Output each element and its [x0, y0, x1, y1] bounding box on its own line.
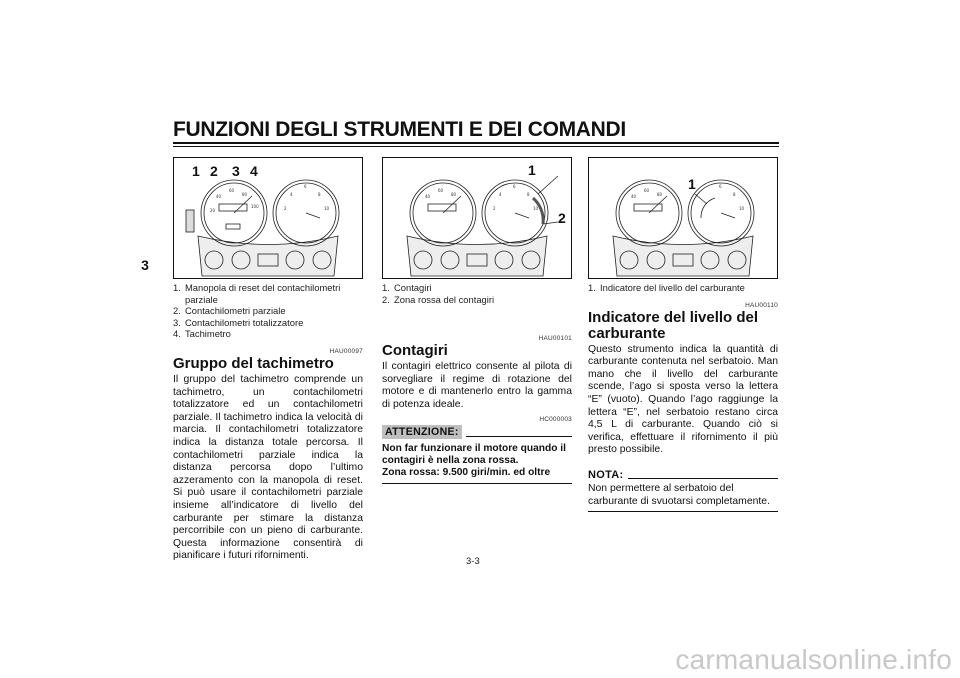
caution-code: HC000003	[539, 415, 572, 423]
title-rule-thin	[173, 146, 779, 147]
callout-4: 4	[250, 163, 258, 179]
callout-1: 1	[192, 163, 200, 179]
watermark: carmanualsonline.info	[675, 644, 952, 675]
column-tachometer	[382, 157, 572, 484]
figure-legend	[173, 282, 363, 340]
caution-end-rule	[382, 483, 572, 484]
figure-legend	[382, 282, 572, 305]
section-heading: Contagiri	[382, 342, 448, 360]
figure-legend	[588, 282, 778, 294]
svg-text:40: 40	[216, 194, 222, 199]
title-rule	[173, 142, 779, 144]
figure-instrument-cluster-2	[382, 157, 572, 279]
svg-text:4: 4	[499, 192, 502, 197]
figure-instrument-cluster-1	[173, 157, 363, 279]
legend-item: 2. Zona rossa del contagiri	[382, 293, 495, 305]
caution-header	[382, 425, 572, 439]
svg-text:4: 4	[290, 192, 293, 197]
svg-text:80: 80	[657, 192, 663, 197]
svg-text:8: 8	[318, 192, 321, 197]
svg-text:60: 60	[438, 188, 444, 193]
page-title: FUNZIONI DEGLI STRUMENTI E DEI COMANDI	[173, 118, 626, 141]
instrument-cluster-drawing	[589, 158, 777, 278]
section-heading: Indicatore del livello del carburante	[588, 308, 759, 342]
note-rule	[628, 478, 778, 479]
note-header	[588, 469, 778, 481]
section-code: HAU00110	[745, 301, 778, 309]
svg-text:100: 100	[251, 204, 259, 209]
svg-text:8: 8	[733, 192, 736, 197]
svg-text:40: 40	[631, 194, 637, 199]
caution-label: ATTENZIONE:	[382, 425, 462, 439]
legend-item: 1. Manopola di reset del contachilometri parziale	[173, 282, 341, 305]
svg-text:10: 10	[533, 206, 539, 211]
svg-text:80: 80	[451, 192, 457, 197]
callout-1: 1	[528, 162, 536, 178]
svg-text:6: 6	[304, 184, 307, 189]
svg-text:60: 60	[229, 188, 235, 193]
svg-text:6: 6	[513, 184, 516, 189]
svg-text:40: 40	[425, 194, 431, 199]
page-number: 3-3	[466, 556, 480, 567]
column-fuel-gauge	[588, 157, 778, 512]
instrument-cluster-drawing	[174, 158, 362, 278]
svg-text:20: 20	[210, 208, 216, 213]
svg-text:10: 10	[739, 206, 745, 211]
callout-1: 1	[688, 176, 696, 192]
instrument-cluster-drawing	[383, 158, 571, 278]
section-code: HAU00101	[538, 335, 572, 343]
svg-text:2: 2	[284, 206, 287, 211]
column-speedometer	[173, 157, 363, 563]
caution-text: Non far funzionare il motore quando il contagiri è nella zona rossa. Zona rossa: 9.500 giri/min. ed oltre	[382, 442, 566, 479]
note-text: Non permettere al serbatoio del carburante di svuotarsi completamente.	[588, 482, 770, 507]
svg-text:8: 8	[527, 192, 530, 197]
section-heading: Gruppo del tachimetro	[173, 354, 334, 372]
legend-item: 1. Indicatore del livello del carburante	[588, 282, 745, 293]
section-code: HAU00097	[329, 347, 363, 355]
legend-item: 4. Tachimetro	[173, 328, 231, 340]
svg-text:80: 80	[242, 192, 248, 197]
legend-item: 3. Contachilometri totalizzatore	[173, 316, 304, 328]
svg-text:10: 10	[324, 206, 330, 211]
figure-instrument-cluster-3	[588, 157, 778, 279]
callout-2: 2	[558, 210, 566, 226]
callout-2: 2	[210, 163, 218, 179]
svg-text:6: 6	[719, 184, 722, 189]
svg-text:2: 2	[493, 206, 496, 211]
section-body: Il gruppo del tachimetro comprende un tachimetro, un contachilometri totalizzatore ed un contachilometri parziale. Il tachimetro indica la velocità di marcia. Il contachilometri totalizzatore indica la distanza totale percorsa. Il contachilometri parziale indica la distanza percorsa dopo l’ultimo azzeramento con la manopola di reset. Si può usare il contachilometri parziale insieme all’indicatore di livello del carburante per stimare la distanza percorribile con un pieno di carburante. Questa informazione consentirà di pianificare i futuri rifornimenti.	[173, 373, 363, 562]
note-end-rule	[588, 511, 778, 512]
svg-text:60: 60	[644, 188, 650, 193]
callout-3: 3	[232, 163, 240, 179]
caution-rule	[466, 436, 572, 437]
section-body: Il contagiri elettrico consente al pilota di sorvegliare il regime di rotazione del motore e di mantenerlo entro la gamma di potenza ideale.	[382, 361, 572, 410]
chapter-tab: 3	[141, 257, 149, 273]
section-body: Questo strumento indica la quantità di carburante contenuta nel serbatoio. Man mano che il livello del carburante scende, l’ago si sposta verso la lettera “E” (vuoto). Quando l’ago raggiunge la lettera “E”, nel serbatoio restano circa 4,5 L di carburante. Quando ciò si verifica, effettuare il rifornimento il più presto possibile.	[588, 343, 778, 456]
note-label: NOTA:	[588, 468, 624, 481]
legend-item: 2. Contachilometri parziale	[173, 305, 286, 317]
legend-item: 1. Contagiri	[382, 282, 432, 293]
